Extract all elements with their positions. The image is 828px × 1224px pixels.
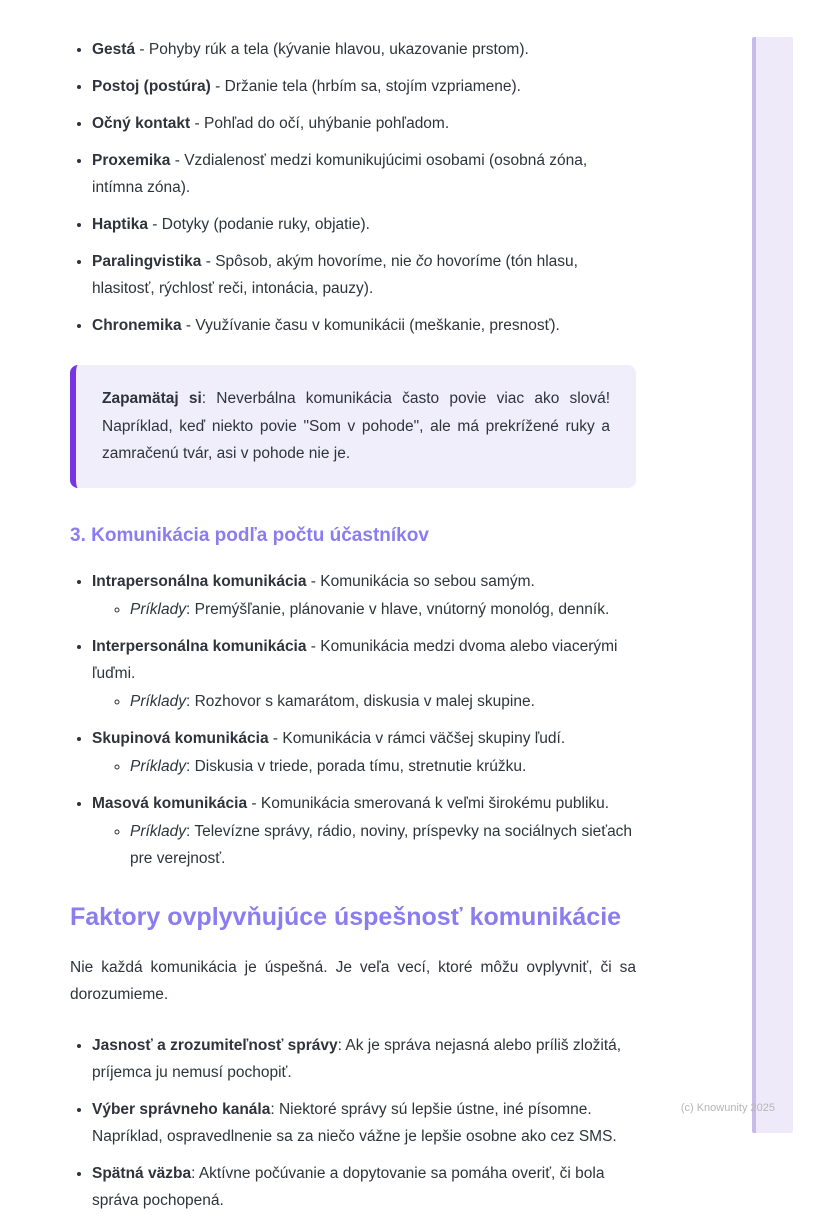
list-item xyxy=(92,1160,636,1214)
separator: - xyxy=(181,317,196,334)
term: Masová komunikácia xyxy=(92,794,248,812)
examples-sublist xyxy=(92,688,636,715)
section-heading: 3. Komunikácia podľa počtu účastníkov xyxy=(70,524,429,546)
list-item xyxy=(92,73,636,100)
examples-sublist xyxy=(92,818,636,872)
page-edge-strip xyxy=(752,37,793,1133)
separator: - xyxy=(306,572,321,590)
list-item xyxy=(92,147,636,201)
examples-text: : Premýšľanie, plánovanie v hlave, vnútorný monológ, denník. xyxy=(186,600,610,618)
term: Gestá xyxy=(92,41,136,58)
separator: - xyxy=(306,637,321,655)
copyright-text: (c) Knowunity 2025 xyxy=(680,1102,775,1114)
example-item xyxy=(130,688,636,715)
factors-list xyxy=(70,1032,636,1214)
list-item xyxy=(92,725,636,780)
term: Očný kontakt xyxy=(92,115,191,132)
term: Paralingvistika xyxy=(92,253,202,270)
document-content xyxy=(70,36,636,1224)
list-item xyxy=(92,36,636,63)
term: Intrapersonálna komunikácia xyxy=(92,572,307,590)
term: Haptika xyxy=(92,216,148,233)
term: Jasnosť a zrozumiteľnosť správy xyxy=(92,1036,338,1054)
description: : Ak je správa nejasná alebo príliš zložitá, príjemca ju nemusí pochopiť. xyxy=(92,1036,622,1081)
participants-list xyxy=(70,568,636,872)
term: Výber správneho kanála xyxy=(92,1100,271,1118)
callout-text xyxy=(102,385,610,468)
example-item xyxy=(130,753,636,780)
separator: - xyxy=(135,41,149,58)
description: Využívanie času v komunikácii (meškanie, presnosť). xyxy=(195,317,560,334)
list-item xyxy=(92,568,636,623)
description: Dotyky (podanie ruky, objatie). xyxy=(161,216,370,233)
term: Interpersonálna komunikácia xyxy=(92,637,307,655)
term: Skupinová komunikácia xyxy=(92,729,269,747)
description: Spôsob, akým hovoríme, nie xyxy=(215,253,416,270)
description: Vzdialenosť medzi komunikujúcimi osobami (osobná zóna, intímna zóna). xyxy=(92,152,588,196)
examples-text: : Diskusia v triede, porada tímu, stretnutie krúžku. xyxy=(186,757,527,775)
callout-box xyxy=(70,365,636,488)
examples-label: Príklady xyxy=(130,600,186,618)
example-item xyxy=(130,596,636,623)
description: : Aktívne počúvanie a dopytovanie sa pomáha overiť, či bola správa pochopená. xyxy=(92,1164,605,1209)
separator: - xyxy=(190,115,204,132)
term: Spätná väzba xyxy=(92,1164,192,1182)
list-item xyxy=(92,1032,636,1086)
description: hovoríme (tón hlasu, hlasitosť, rýchlosť reči, intonácia, pauzy). xyxy=(92,253,578,297)
separator: - xyxy=(170,152,185,169)
examples-sublist xyxy=(92,753,636,780)
description: Pohyby rúk a tela (kývanie hlavou, ukazovanie prstom). xyxy=(148,41,529,58)
description: Komunikácia so sebou samým. xyxy=(320,572,535,590)
examples-label: Príklady xyxy=(130,822,186,840)
list-item xyxy=(92,633,636,715)
separator: - xyxy=(201,253,216,270)
term: Postoj (postúra) xyxy=(92,78,211,95)
example-item xyxy=(130,818,636,872)
description: Pohľad do očí, uhýbanie pohľadom. xyxy=(203,115,450,132)
term: Proxemika xyxy=(92,152,171,169)
list-item xyxy=(92,790,636,872)
separator: - xyxy=(210,78,225,95)
callout-label: Zapamätaj si xyxy=(102,390,202,407)
description: : Niektoré správy sú lepšie ústne, iné písomne. Napríklad, ospravedlnenie sa za niečo vážne je lepšie osobne ako cez SMS. xyxy=(92,1100,617,1145)
term: Chronemika xyxy=(92,317,182,334)
callout-body: : Neverbálna komunikácia často povie viac ako slová! Napríklad, keď niekto povie "Som v pohode", ale má prekrížené ruky a zamračenú tvár, asi v pohode nie je. xyxy=(102,390,610,462)
separator: - xyxy=(247,794,261,812)
description: Komunikácia medzi dvoma alebo viacerými ľuďmi. xyxy=(92,637,618,682)
examples-label: Príklady xyxy=(130,757,186,775)
examples-label: Príklady xyxy=(130,692,186,710)
description: Držanie tela (hrbím sa, stojím vzpriamene). xyxy=(224,78,521,95)
page-heading: Faktory ovplyvňujúce úspešnosť komunikácie xyxy=(70,902,622,931)
description: Komunikácia v rámci väčšej skupiny ľudí. xyxy=(282,729,566,747)
examples-text: : Televízne správy, rádio, noviny, príspevky na sociálnych sieťach pre verejnosť. xyxy=(130,822,633,867)
separator: - xyxy=(148,216,162,233)
list-item xyxy=(92,1096,636,1150)
examples-sublist xyxy=(92,596,636,623)
list-item xyxy=(92,248,636,302)
separator: - xyxy=(268,729,283,747)
list-item xyxy=(92,211,636,238)
list-item xyxy=(92,110,636,137)
list-item xyxy=(92,312,636,339)
examples-text: : Rozhovor s kamarátom, diskusia v malej skupine. xyxy=(186,692,535,710)
nonverbal-list xyxy=(70,36,636,339)
emphasized-word: čo xyxy=(415,253,433,270)
intro-paragraph: Nie každá komunikácia je úspešná. Je veľa vecí, ktoré môžu ovplyvniť, či sa dorozumieme. xyxy=(70,958,636,1003)
description: Komunikácia smerovaná k veľmi širokému publiku. xyxy=(260,794,610,812)
